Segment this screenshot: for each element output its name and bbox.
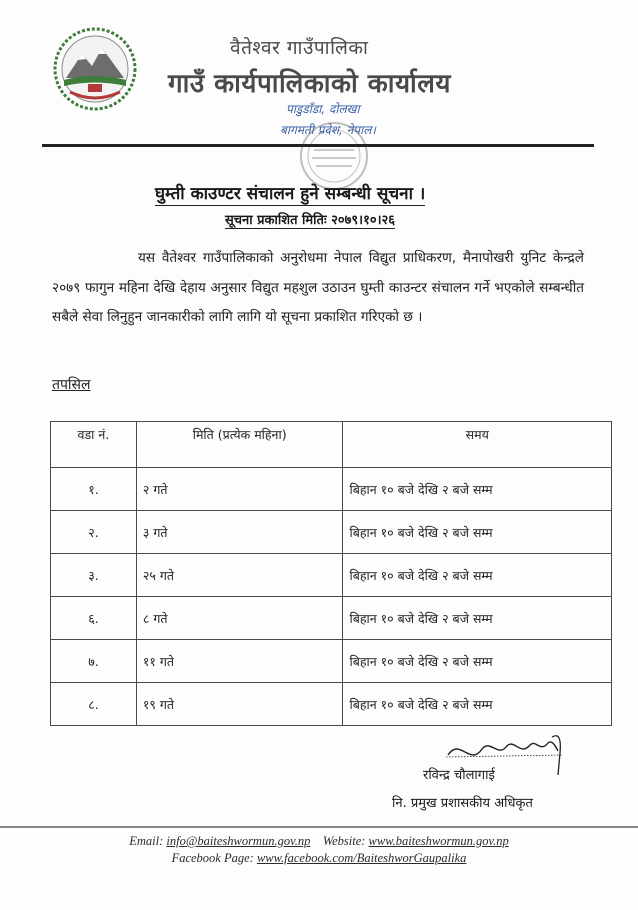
- website-label: Website:: [322, 834, 366, 848]
- header-time: समय: [343, 422, 612, 468]
- date-cell: २ गते: [136, 468, 343, 511]
- table-row: [51, 683, 612, 726]
- ward-cell: ३.: [51, 554, 137, 597]
- signer-name: रविन्द्र चौलागाई: [423, 768, 495, 783]
- table-row: [51, 468, 612, 511]
- footer-divider: [0, 826, 638, 828]
- header-ward: वडा नं.: [51, 422, 137, 468]
- date-cell: १९ गते: [136, 683, 343, 726]
- header-date: मिति (प्रत्येक महिना): [136, 422, 343, 468]
- time-cell: बिहान १० बजे देखि २ बजे सम्म: [343, 511, 612, 554]
- header-divider: [42, 144, 594, 147]
- time-cell: बिहान १० बजे देखि २ बजे सम्म: [343, 640, 612, 683]
- website-link[interactable]: www.baiteshwormun.gov.np: [368, 834, 509, 848]
- notice-title: घुम्ती काउण्टर संचालन हुने सम्बन्धी सूचना ।: [155, 181, 425, 206]
- office-name: गाउँ कार्यपालिकाको कार्यालय: [168, 69, 451, 99]
- time-cell: बिहान १० बजे देखि २ बजे सम्म: [343, 554, 612, 597]
- table-row: [51, 597, 612, 640]
- date-cell: ३ गते: [136, 511, 343, 554]
- date-cell: २५ गते: [136, 554, 343, 597]
- notice-body: यस वैतेश्वर गाउँपालिकाको अनुरोधमा नेपाल विद्युत प्राधिकरण, मैनापोखरी युनिट केन्द्रले २०७९ फागुन महिना देखि देहाय अनुसार विद्युत महशुल उठाउन घुम्ती काउन्टर संचालन गर्ने भएकोले सम्बन्धीत सबैले सेवा लिनुहुन जानकारीको लागि लागि यो सूचना प्रकाशित गरिएको छ ।: [52, 250, 584, 325]
- time-cell: बिहान १० बजे देखि २ बजे सम्म: [343, 468, 612, 511]
- footer-line-1: [0, 833, 638, 850]
- ward-cell: ६.: [51, 597, 137, 640]
- municipality-name: वैतेश्वर गाउँपालिका: [230, 37, 369, 59]
- facebook-label: Facebook Page:: [171, 851, 254, 865]
- published-date: सूचना प्रकाशित मितिः २०७९।१०।२६: [225, 210, 395, 229]
- facebook-link[interactable]: www.facebook.com/BaiteshworGaupalika: [256, 851, 467, 865]
- footer-line-2: [0, 850, 638, 867]
- ward-cell: २.: [51, 511, 137, 554]
- email-label: Email:: [129, 834, 164, 848]
- ward-cell: १.: [51, 468, 137, 511]
- municipality-emblem-logo: [52, 26, 138, 112]
- date-cell: ८ गते: [136, 597, 343, 640]
- table-header-row: [51, 422, 612, 468]
- ward-cell: ८.: [51, 683, 137, 726]
- table-row: [51, 554, 612, 597]
- ward-cell: ७.: [51, 640, 137, 683]
- date-cell: ११ गते: [136, 640, 343, 683]
- table-row: [51, 511, 612, 554]
- email-link[interactable]: info@baiteshwormun.gov.np: [166, 834, 311, 848]
- details-heading: तपसिल: [52, 377, 91, 393]
- footer-contact: [0, 833, 638, 867]
- signer-designation: नि. प्रमुख प्रशासकीय अधिकृत: [392, 796, 533, 811]
- time-cell: बिहान १० बजे देखि २ बजे सम्म: [343, 597, 612, 640]
- schedule-table: [50, 421, 612, 726]
- table-row: [51, 640, 612, 683]
- address-line-2: बागमती प्रदेश, नेपाल।: [280, 123, 376, 137]
- time-cell: बिहान १० बजे देखि २ बजे सम्म: [343, 683, 612, 726]
- address-line-1: पाडुडाँडा, दोलखा: [286, 102, 360, 116]
